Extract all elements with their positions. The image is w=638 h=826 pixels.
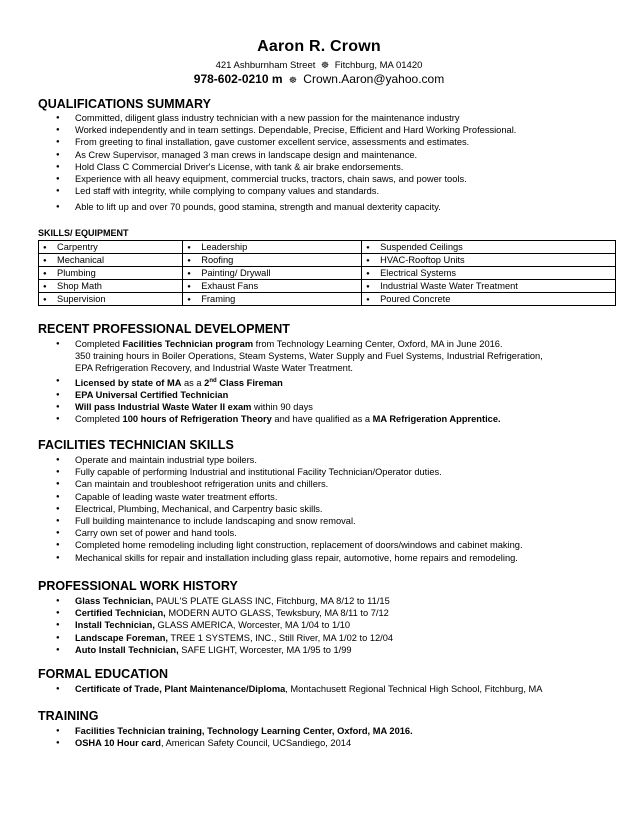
- facilities-title: FACILITIES TECHNICIAN SKILLS: [38, 438, 234, 452]
- table-cell: [39, 280, 183, 293]
- bullet-icon: ●: [43, 257, 47, 264]
- contact-line: [0, 72, 638, 86]
- city-state-zip: Fitchburg, MA 01420: [334, 60, 423, 71]
- skills-table: [38, 240, 616, 306]
- list-item: ● Electrical, Plumbing, Mechanical, and Carpentry basic skills.: [56, 503, 616, 515]
- list-item: ● Certified Technician, MODERN AUTO GLASS, Tewksbury, MA 8/11 to 7/12: [56, 607, 616, 619]
- list-item: ● Hold Class C Commercial Driver's License, with tank & air brake endorsements.: [56, 161, 616, 173]
- list-item: ● Carry own set of power and hand tools.: [56, 527, 616, 539]
- bullet-icon: ●: [43, 296, 47, 303]
- list-item: ● Mechanical skills for repair and installation including glass repair, automotive, home repairs and remodeling.: [56, 552, 616, 564]
- email-address: Crown.Aaron@yahoo.com: [303, 72, 445, 86]
- skills-title: SKILLS/ EQUIPMENT: [38, 228, 129, 238]
- skill-label: Plumbing: [57, 268, 96, 278]
- skill-label: HVAC-Rooftop Units: [380, 255, 465, 265]
- list-item: ● Capable of leading waste water treatment efforts.: [56, 491, 616, 503]
- table-cell: [362, 280, 616, 293]
- list-item: ● Full building maintenance to include landscaping and snow removal.: [56, 515, 616, 527]
- skill-label: Supervision: [57, 294, 106, 304]
- skill-label: Poured Concrete: [380, 294, 451, 304]
- education-list: [56, 683, 616, 695]
- qualifications-title: QUALIFICATIONS SUMMARY: [38, 97, 211, 111]
- skill-label: Electrical Systems: [380, 268, 457, 278]
- skill-label: Carpentry: [57, 242, 98, 252]
- list-item: ● Completed home remodeling including light construction, replacement of doors/windows and cabinet making.: [56, 539, 616, 551]
- skill-label: Industrial Waste Water Treatment: [380, 281, 518, 291]
- table-cell: [183, 280, 362, 293]
- list-item: ● Landscape Foreman, TREE 1 SYSTEMS, INC., Still River, MA 1/02 to 12/04: [56, 632, 616, 644]
- bullet-icon: ●: [366, 270, 370, 277]
- training-list: [56, 725, 616, 749]
- list-item: ● EPA Universal Certified Technician: [56, 389, 616, 401]
- table-row: [39, 280, 616, 293]
- development-title: RECENT PROFESSIONAL DEVELOPMENT: [38, 322, 290, 336]
- bullet-icon: ●: [187, 296, 191, 303]
- bullet-icon: ●: [187, 283, 191, 290]
- list-item: ● From greeting to final installation, gave customer excellent service, assessments and estimates.: [56, 136, 616, 148]
- bullet-icon: ●: [366, 296, 370, 303]
- development-list: [56, 338, 616, 426]
- skill-label: Painting/ Drywall: [201, 268, 271, 278]
- list-item: ● Able to lift up and over 70 pounds, good stamina, strength and manual dexterity capacity.: [56, 201, 616, 213]
- separator-icon: ☸: [288, 75, 297, 85]
- bullet-icon: ●: [187, 257, 191, 264]
- table-cell: [39, 241, 183, 254]
- work-history-list: [56, 595, 616, 656]
- table-cell: [39, 293, 183, 306]
- bullet-icon: ●: [187, 270, 191, 277]
- skill-label: Exhaust Fans: [201, 281, 259, 291]
- skill-label: Suspended Ceilings: [380, 242, 463, 252]
- table-cell: [362, 293, 616, 306]
- list-item: ● Completed 100 hours of Refrigeration Theory and have qualified as a MA Refrigeration Apprentice.: [56, 413, 616, 425]
- list-item: ● Facilities Technician training, Technology Learning Center, Oxford, MA 2016.: [56, 725, 616, 737]
- skill-label: Framing: [201, 294, 236, 304]
- bullet-icon: ●: [43, 270, 47, 277]
- list-item: ● Committed, diligent glass industry technician with a new passion for the maintenance industry: [56, 112, 616, 124]
- table-row: [39, 267, 616, 280]
- table-row: [39, 254, 616, 267]
- table-row: [39, 241, 616, 254]
- list-item: ● Certificate of Trade, Plant Maintenance/Diploma, Montachusett Regional Technical High School, Fitchburg, MA: [56, 683, 616, 695]
- table-cell: [39, 254, 183, 267]
- skill-label: Leadership: [201, 242, 248, 252]
- list-item: ● Glass Technician, PAUL'S PLATE GLASS INC, Fitchburg, MA 8/12 to 11/15: [56, 595, 616, 607]
- bullet-icon: ●: [43, 283, 47, 290]
- table-cell: [362, 267, 616, 280]
- list-item: ● Led staff with integrity, while complying to company values and standards.: [56, 185, 616, 197]
- list-item: ● Worked independently and in team settings. Dependable, Precise, Efficient and Hard Working Professional.: [56, 124, 616, 136]
- table-cell: [183, 293, 362, 306]
- resume-name: Aaron R. Crown: [257, 38, 381, 55]
- bullet-icon: ●: [43, 244, 47, 251]
- list-item: ● Install Technician, GLASS AMERICA, Worcester, MA 1/04 to 1/10: [56, 619, 616, 631]
- table-cell: [362, 241, 616, 254]
- table-row: [39, 293, 616, 306]
- skill-label: Mechanical: [57, 255, 105, 265]
- bullet-icon: ●: [366, 244, 370, 251]
- training-title: TRAINING: [38, 709, 99, 723]
- list-item: ● Can maintain and troubleshoot refrigeration units and chillers.: [56, 478, 616, 490]
- address-line: [0, 60, 638, 71]
- list-item: ● Operate and maintain industrial type boilers.: [56, 454, 616, 466]
- education-title: FORMAL EDUCATION: [38, 667, 169, 681]
- list-item: ● Completed Facilities Technician program from Technology Learning Center, Oxford, MA in June 2016. 350 training hours in Boiler Operations, Steam Systems, Water Supply and Fuel Systems, Industrial Refrigeration, EPA Refrigeration Recovery, and Industrial Waste Water Treatment.: [56, 338, 616, 375]
- bullet-icon: ●: [366, 257, 370, 264]
- skill-label: Shop Math: [57, 281, 102, 291]
- bullet-icon: ●: [366, 283, 370, 290]
- list-item: ● As Crew Supervisor, managed 3 man crews in landscape design and maintenance.: [56, 149, 616, 161]
- phone-number: 978-602-0210 m: [193, 72, 283, 86]
- list-item: ● Fully capable of performing Industrial and institutional Facility Technician/Operator duties.: [56, 466, 616, 478]
- separator-icon: ☸: [321, 60, 330, 70]
- street-address: 421 Ashburnham Street: [215, 60, 316, 71]
- facilities-list: [56, 454, 616, 564]
- table-cell: [39, 267, 183, 280]
- table-cell: [183, 254, 362, 267]
- bullet-icon: ●: [187, 244, 191, 251]
- table-cell: [183, 241, 362, 254]
- list-item: ● Licensed by state of MA as a 2nd Class Fireman: [56, 375, 616, 389]
- skill-label: Roofing: [201, 255, 234, 265]
- table-cell: [362, 254, 616, 267]
- list-item: ● Auto Install Technician, SAFE LIGHT, Worcester, MA 1/95 to 1/99: [56, 644, 616, 656]
- work-history-title: PROFESSIONAL WORK HISTORY: [38, 579, 238, 593]
- list-item: ● OSHA 10 Hour card, American Safety Council, UCSandiego, 2014: [56, 737, 616, 749]
- qualifications-list: [56, 112, 616, 214]
- list-item: ● Experience with all heavy equipment, commercial trucks, tractors, chain saws, and power tools.: [56, 173, 616, 185]
- table-cell: [183, 267, 362, 280]
- list-item: ● Will pass Industrial Waste Water II exam within 90 days: [56, 401, 616, 413]
